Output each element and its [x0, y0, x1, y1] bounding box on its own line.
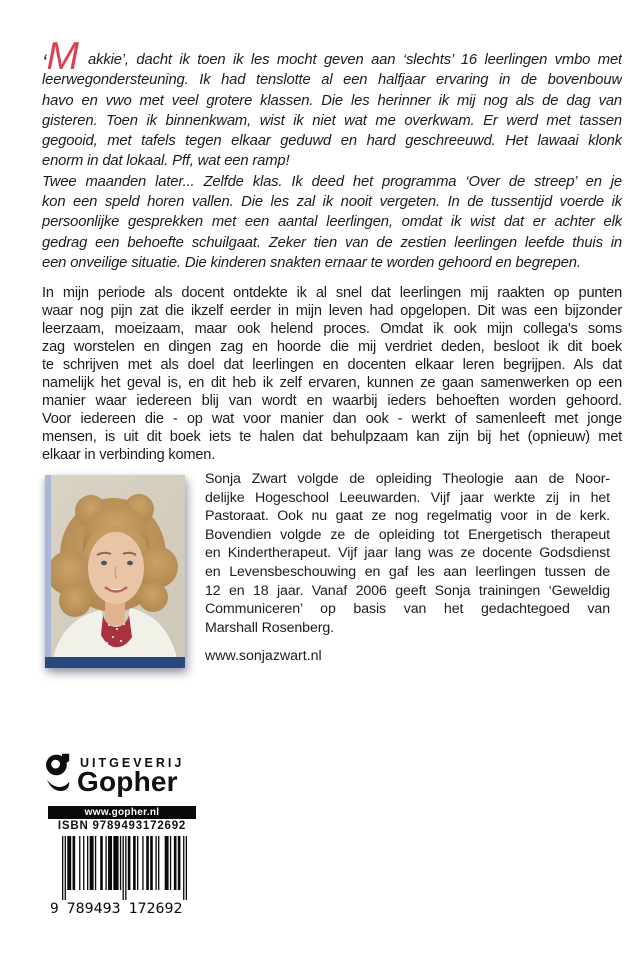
text-line: Pastoraat. Ook nu gaat ze nog regelmatig voor in de kerk. — [205, 508, 610, 525]
text-line: Voor iedereen die - op wat voor manier dan ook - werkt of samenleeft met jonge — [42, 411, 622, 427]
gopher-logo-icon — [46, 753, 70, 796]
text-line: elkaar in verbinding komen. — [42, 447, 216, 463]
publisher-name: Gopher — [77, 766, 178, 797]
text-line: leerwegondersteuning. Ik had tenslotte al een halfjaar ervaring in de bovenbouw — [42, 72, 622, 89]
author-portrait-illustration — [45, 475, 185, 668]
text-line: Bovendien volgde ze de opleiding tot Energetisch therapeut — [205, 526, 610, 543]
text-line: mensen, is uit dit boek iets te halen dat behulpzaam kan zijn bij het (opnieuw) met — [42, 429, 622, 445]
text-line: gisteren. Toen ik binnenkwam, wist ik niet wat me overkwam. Er werd met tassen — [42, 112, 622, 129]
text-line: kon een speld horen vallen. Die les zal ik nooit vergeten. In de tussentijd voerde ik — [42, 194, 622, 211]
text-line: delijke Hogeschool Leeuwarden. Vijf jaar werkte zij in het — [205, 489, 610, 506]
photo-left-strip — [45, 475, 51, 668]
isbn-label: ISBN 9789493172692 — [57, 820, 187, 832]
text-line: waar nog pijn zat die ikzelf eerder in mijn leven had opgelopen. Dit was een bijzonder — [42, 303, 622, 319]
quote-block — [42, 35, 622, 273]
text-line: zag worstelen en dingen zag en hoorde die mij verdriet deden, besloot ik dit boek — [42, 339, 622, 355]
text-line: manier waar iedereen blij van wordt en waarbij ieders behoeften worden gehoord. — [42, 393, 622, 409]
quote-first-line: akkie’, dacht ik toen ik les mocht geven aan ‘slechts’ 16 leerlingen vmbo met — [88, 52, 622, 68]
author-website: www.sonjazwart.nl — [205, 648, 322, 664]
publisher-website-bar: www.gopher.nl — [48, 806, 196, 819]
text-line: gedrag een behoefte schuilgaat. Zeker tien van de zestien leerlingen leefde thuis in — [42, 234, 622, 251]
photo-bottom-bar — [45, 657, 185, 668]
author-photo — [45, 475, 185, 668]
text-line: Communiceren’ op basis van het gedachtegoed van — [205, 601, 610, 618]
author-bio — [205, 470, 610, 637]
text-line: gegooid, met tafels tegen elkaar geduwd en hard geschreeuwd. Het lawaai klonk — [42, 133, 622, 150]
text-line: en Kindertherapeut. Vijf jaar lang was ze docente Godsdienst — [205, 545, 610, 562]
text-line: een onveilige situatie. Die kinderen snakten ernaar te worden gehoord en begrepen. — [42, 254, 581, 271]
text-line: havo en vwo met veel grotere klassen. Die les herinner ik mij nog als de dag van — [42, 92, 622, 109]
svg-text:172692: 172692 — [128, 901, 183, 916]
text-line: 12 en 18 jaar. Vanaf 2006 geeft Sonja trainingen ‘Geweldig — [205, 582, 610, 599]
publisher-imprint-label: UITGEVERIJ — [80, 756, 185, 770]
text-line: Marshall Rosenberg. — [205, 619, 335, 636]
text-line: leerzaam, moeizaam, maar ook helend proces. Omdat ik ook mijn collega's soms — [42, 321, 622, 337]
text-line: en Levensbeschouwing en gaf les aan leerlingen tussen de — [205, 563, 610, 580]
drop-cap-letter: M — [46, 35, 79, 78]
text-line: persoonlijke gesprekken met een aantal leerlingen, omdat ik wist dat er achter elk — [42, 214, 622, 231]
text-line: enorm in dat lokaal. Pff, wat een ramp! — [42, 153, 290, 170]
text-line: te schrijven met als doel dat leerlingen en docenten elkaar leren begrijpen. Als dat — [42, 357, 622, 373]
svg-text:789493: 789493 — [66, 901, 121, 916]
text-line: namelijk het geval is, en dit heb ik zelf ervaren, kunnen ze gaan samenwerken op een — [42, 375, 622, 391]
text-line: Twee maanden later... Zelfde klas. Ik deed het programma ‘Over de streep’ en je — [42, 173, 622, 190]
quote-paragraphs — [42, 70, 622, 273]
ean13-barcode — [46, 836, 196, 916]
drop-cap — [42, 37, 79, 76]
intro-block — [42, 284, 622, 464]
svg-text:9: 9 — [50, 901, 59, 916]
open-quote: ‘ — [42, 51, 47, 74]
text-line: In mijn periode als docent ontdekte ik al snel dat leerlingen mij raakten op punten — [42, 285, 622, 301]
text-line: Sonja Zwart volgde de opleiding Theologie aan de Noor- — [205, 471, 610, 487]
